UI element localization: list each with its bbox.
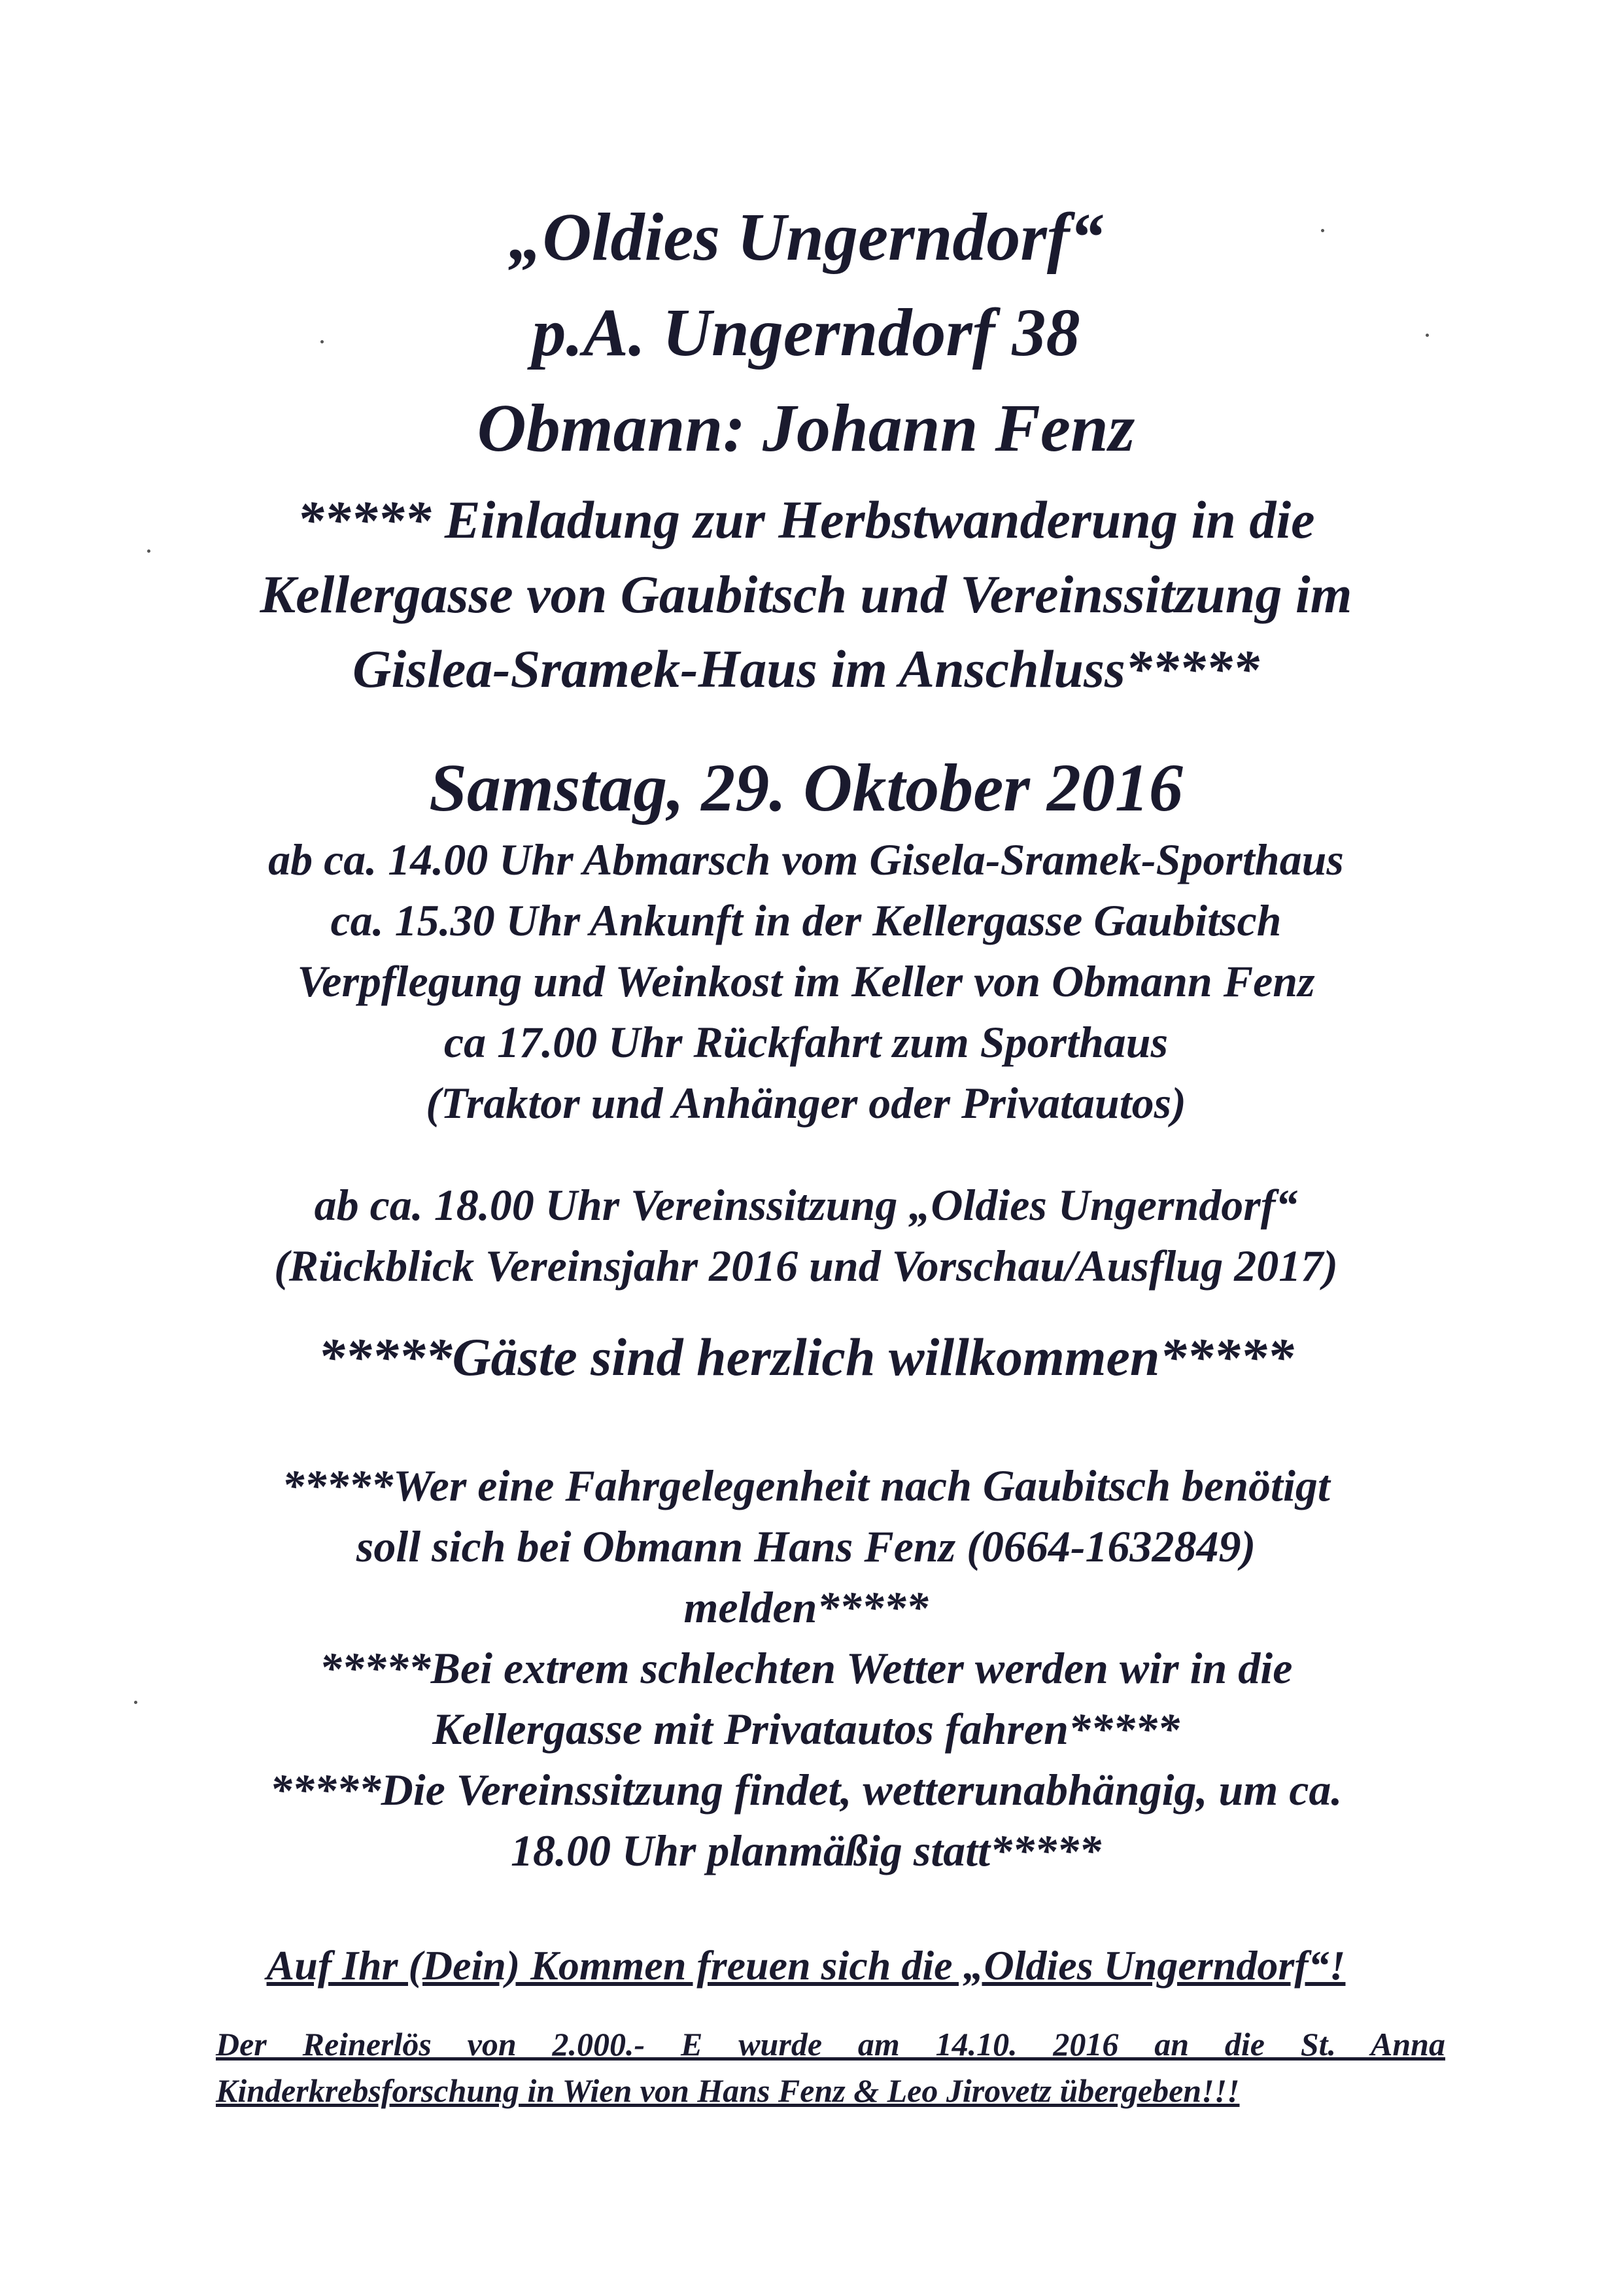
note-line: soll sich bei Obmann Hans Fenz (0664-1632849) — [356, 1522, 1256, 1571]
note-line: *****Bei extrem schlechten Wetter werden wir in die — [319, 1643, 1293, 1693]
schedule-line: (Traktor und Anhänger oder Privatautos) — [426, 1078, 1186, 1128]
invitation-line: Gislea-Sramek-Haus im Anschluss***** — [352, 639, 1260, 699]
event-date-text: Samstag, 29. Oktober 2016 — [429, 750, 1183, 826]
club-address: p.A. Ungerndorf 38 — [532, 295, 1080, 370]
closing-line — [0, 1936, 1612, 1995]
welcome-text: *****Gäste sind herzlich willkommen***** — [318, 1327, 1294, 1387]
event-schedule — [0, 829, 1612, 1134]
invitation-line: Kellergasse von Gaubitsch und Vereinssitzung im — [260, 565, 1352, 624]
guests-welcome — [0, 1321, 1612, 1393]
donation-line: Kinderkrebsforschung in Wien von Hans Fenz & Leo Jirovetz übergeben!!! — [216, 2072, 1240, 2109]
meeting-info — [0, 1175, 1612, 1296]
note-line: *****Die Vereinssitzung findet, wetterunabhängig, um ca. — [269, 1765, 1343, 1815]
schedule-line: ca 17.00 Uhr Rückfahrt zum Sporthaus — [443, 1017, 1169, 1067]
event-date — [0, 746, 1612, 831]
note-line: *****Wer eine Fahrgelegenheit nach Gaubitsch benötigt — [282, 1461, 1330, 1510]
closing-text: Auf Ihr (Dein) Kommen freuen sich die „Oldies Ungerndorf“! — [266, 1942, 1346, 1989]
meeting-line: (Rückblick Vereinsjahr 2016 und Vorschau/Ausflug 2017) — [274, 1241, 1338, 1291]
club-name: „Oldies Ungerndorf“ — [508, 200, 1104, 275]
meeting-line: ab ca. 18.00 Uhr Vereinssitzung „Oldies Ungerndorf“ — [314, 1180, 1298, 1230]
donation-notice — [216, 2021, 1445, 2114]
schedule-line: ca. 15.30 Uhr Ankunft in der Kellergasse Gaubitsch — [330, 896, 1282, 945]
note-line: 18.00 Uhr planmäßig statt***** — [510, 1826, 1102, 1875]
note-line: Kellergasse mit Privatautos fahren***** — [432, 1704, 1180, 1754]
schedule-line: ab ca. 14.00 Uhr Abmarsch vom Gisela-Sramek-Sporthaus — [268, 835, 1344, 884]
club-header — [0, 190, 1612, 476]
schedule-line: Verpflegung und Weinkost im Keller von Obmann Fenz — [297, 956, 1315, 1006]
club-chairman: Obmann: Johann Fenz — [477, 391, 1135, 466]
notes-section — [0, 1455, 1612, 1881]
note-line: melden***** — [683, 1582, 929, 1632]
donation-line: Der Reinerlös von 2.000.- E wurde am 14.10. 2016 an die St. Anna — [216, 2026, 1445, 2062]
invitation-heading — [0, 483, 1612, 706]
invitation-line: ***** Einladung zur Herbstwanderung in die — [297, 490, 1315, 549]
